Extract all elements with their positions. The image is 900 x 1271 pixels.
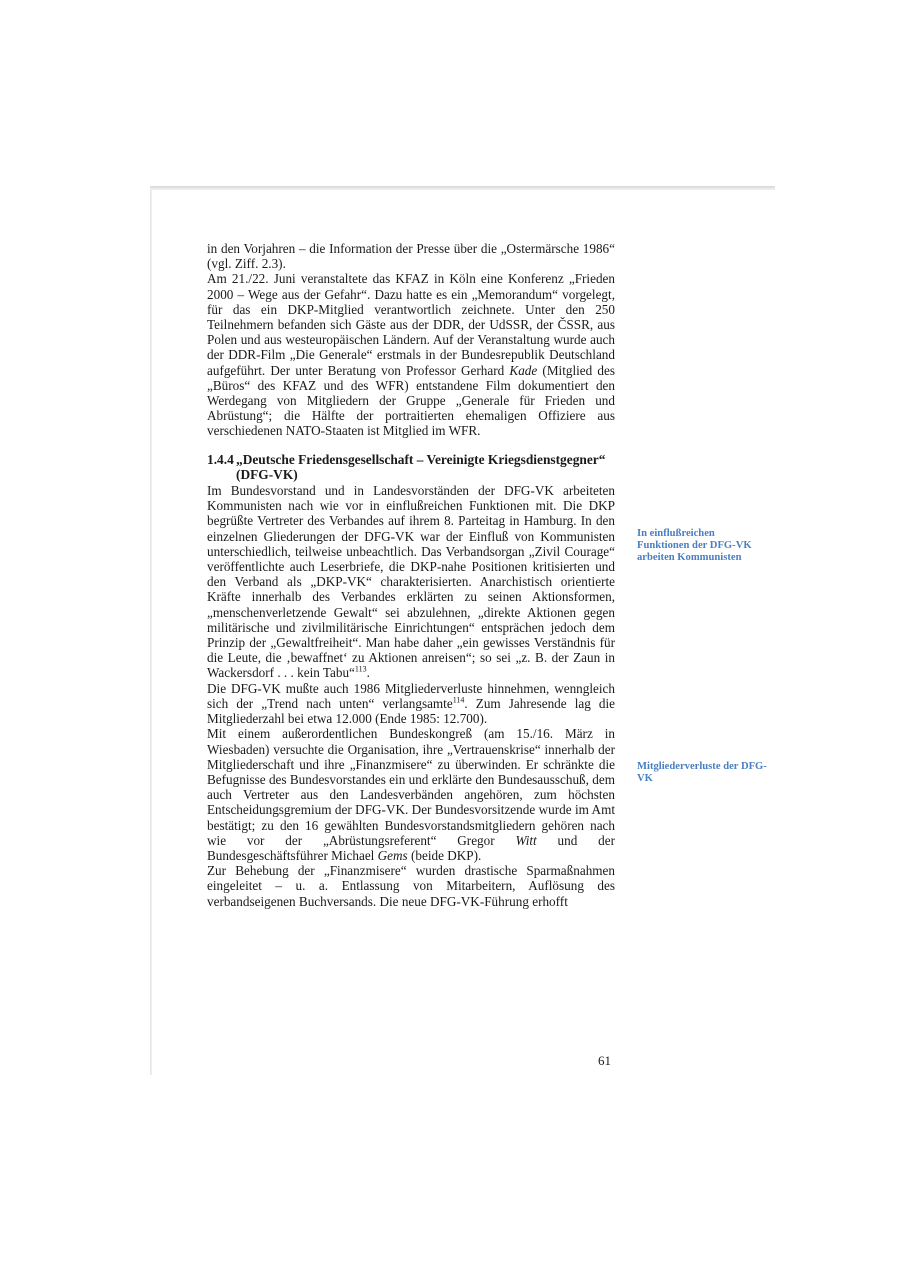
paragraph-text: Im Bundesvorstand und in Landesvorständen der DFG-VK arbeiteten Kommunisten nach wie vor in einflußreichen Funktionen mit. Die DKP begrüßte Vertreter des Verbandes auf ihrem 8. Parteitag in Hamburg. In den einzelnen Gliederungen der DFG-VK war der Einfluß von Kommunisten unterschiedlich, teilweise unbeachtlich. Das Verbandsorgan „Zivil Courage“ veröffentlichte auch Leserbriefe, die DKP-nahe Positionen kritisierten und den Verband als „DKP-VK“ charakterisierten. Anarchistisch orientierte Kräfte innerhalb des Verbandes erklärten zu seinen Aktionsformen, „menschenverletzende Gewalt“ sei abzulehnen, „direkte Aktionen gegen militärische und zivilmilitärische Einrichtungen“ entsprächen jedoch dem Prinzip der „Gewaltfreiheit“. Man habe daher „ein gewisses Verständnis für die Leute, die ‚bewaffnet‘ zu Aktionen anreisen“; so sei „z. B. der Zaun in Wackersdorf . . . kein Tabu“ (207, 483, 615, 681)
paragraph-text: Am 21./22. Juni veranstaltete das KFAZ in Köln eine Konferenz „Frieden 2000 – Wege aus der Gefahr“. Dazu hatte es ein „Memorandum“ vorgelegt, für das ein DKP-Mitglied verantwortlich zeichnete. Unter den 250 Teilnehmern befanden sich Gäste aus der DDR, der UdSSR, der ČSSR, aus Polen und aus westeuropäischen Ländern. Auf der Veranstaltung wurde auch der DDR-Film „Die Generale“ erstmals in der Bundesrepublik Deutschland aufgeführt. Der unter Beratung von Professor Gerhard (207, 271, 615, 378)
paragraph-kfaz-conference (207, 271, 615, 438)
paragraph-text: Die DFG-VK mußte auch 1986 Mitgliederverluste hinnehmen, wenngleich sich der „Trend nach unten“ verlangsamte (207, 680, 615, 711)
margin-note-influence: In einflußreichen Funktionen der DFG-VK arbeiten Kommunisten (637, 528, 752, 564)
paragraph-text: (Mitglied des „Büros“ des KFAZ und des WFR) entstandene Film dokumentiert den Werdegang von Mitgliedern der Gruppe „Generale für Frieden und Abrüstung“; die Hälfte der portraitierten ehemaligen Offiziere aus verschiedenen NATO-Staaten ist Mitglied im WFR. (207, 362, 615, 439)
scan-shadow-left (150, 190, 152, 1075)
paragraph-text: Mit einem außerordentlichen Bundeskongreß (am 15./16. März in Wiesbaden) versuchte die Organisation, ihre „Vertrauenskrise“ innerhalb der Mitgliederschaft und ihre „Finanzmisere“ zu überwinden. Er schränkte die Befugnisse des Bundesvorstandes ein und erklärte den Bundesausschuß, dem auch Vertreter aus den Landesverbänden angehören, zum höchsten Entscheidungsgremium der DFG-VK. Der Bundesvorsitzende wurde im Amt bestätigt; zu den 16 gewählten Bundesvorstandsmitgliedern gehören nach wie vor der „Abrüstungsreferent“ Gregor (207, 726, 615, 848)
margin-note-member-losses: Mitgliederverluste der DFG-VK (637, 761, 767, 785)
paragraph-text: (beide DKP). (407, 847, 482, 863)
paragraph-text: . (366, 665, 370, 681)
person-name: Gems (377, 847, 408, 863)
page-number: 61 (598, 1053, 611, 1068)
paragraph-congress (207, 726, 615, 863)
paragraph-finances: Zur Behebung der „Finanzmisere“ wurden drastische Sparmaßnahmen eingeleitet – u. a. Entlassung von Mitarbeitern, Auflösung des verbandseigenen Buchversands. Die neue DFG-VK-Führung erhofft (207, 863, 615, 909)
paragraph-text: . Zum Jahresende lag die Mitgliederzahl bei etwa 12.000 (Ende 1985: 12.700). (207, 695, 615, 727)
page-body (207, 241, 615, 909)
footnote-ref: 114 (452, 695, 465, 705)
paragraph-member-losses (207, 681, 615, 727)
section-heading (207, 452, 615, 482)
footnote-ref: 113 (354, 665, 367, 675)
person-name: Kade (509, 362, 538, 378)
section-number: 1.4.4 (207, 451, 234, 467)
paragraph-influence (207, 483, 615, 681)
paragraph-intro: in den Vorjahren – die Information der Presse über die „Ostermärsche 1986“ (vgl. Ziff. 2.3). (207, 241, 615, 272)
scan-shadow-top (150, 186, 775, 190)
person-name: Witt (515, 832, 537, 848)
section-title: „Deutsche Friedensgesellschaft – Vereinigte Kriegsdienstgegner“ (DFG-VK) (236, 451, 606, 482)
paragraph-text: und der Bundesgeschäftsführer Michael (207, 832, 615, 863)
